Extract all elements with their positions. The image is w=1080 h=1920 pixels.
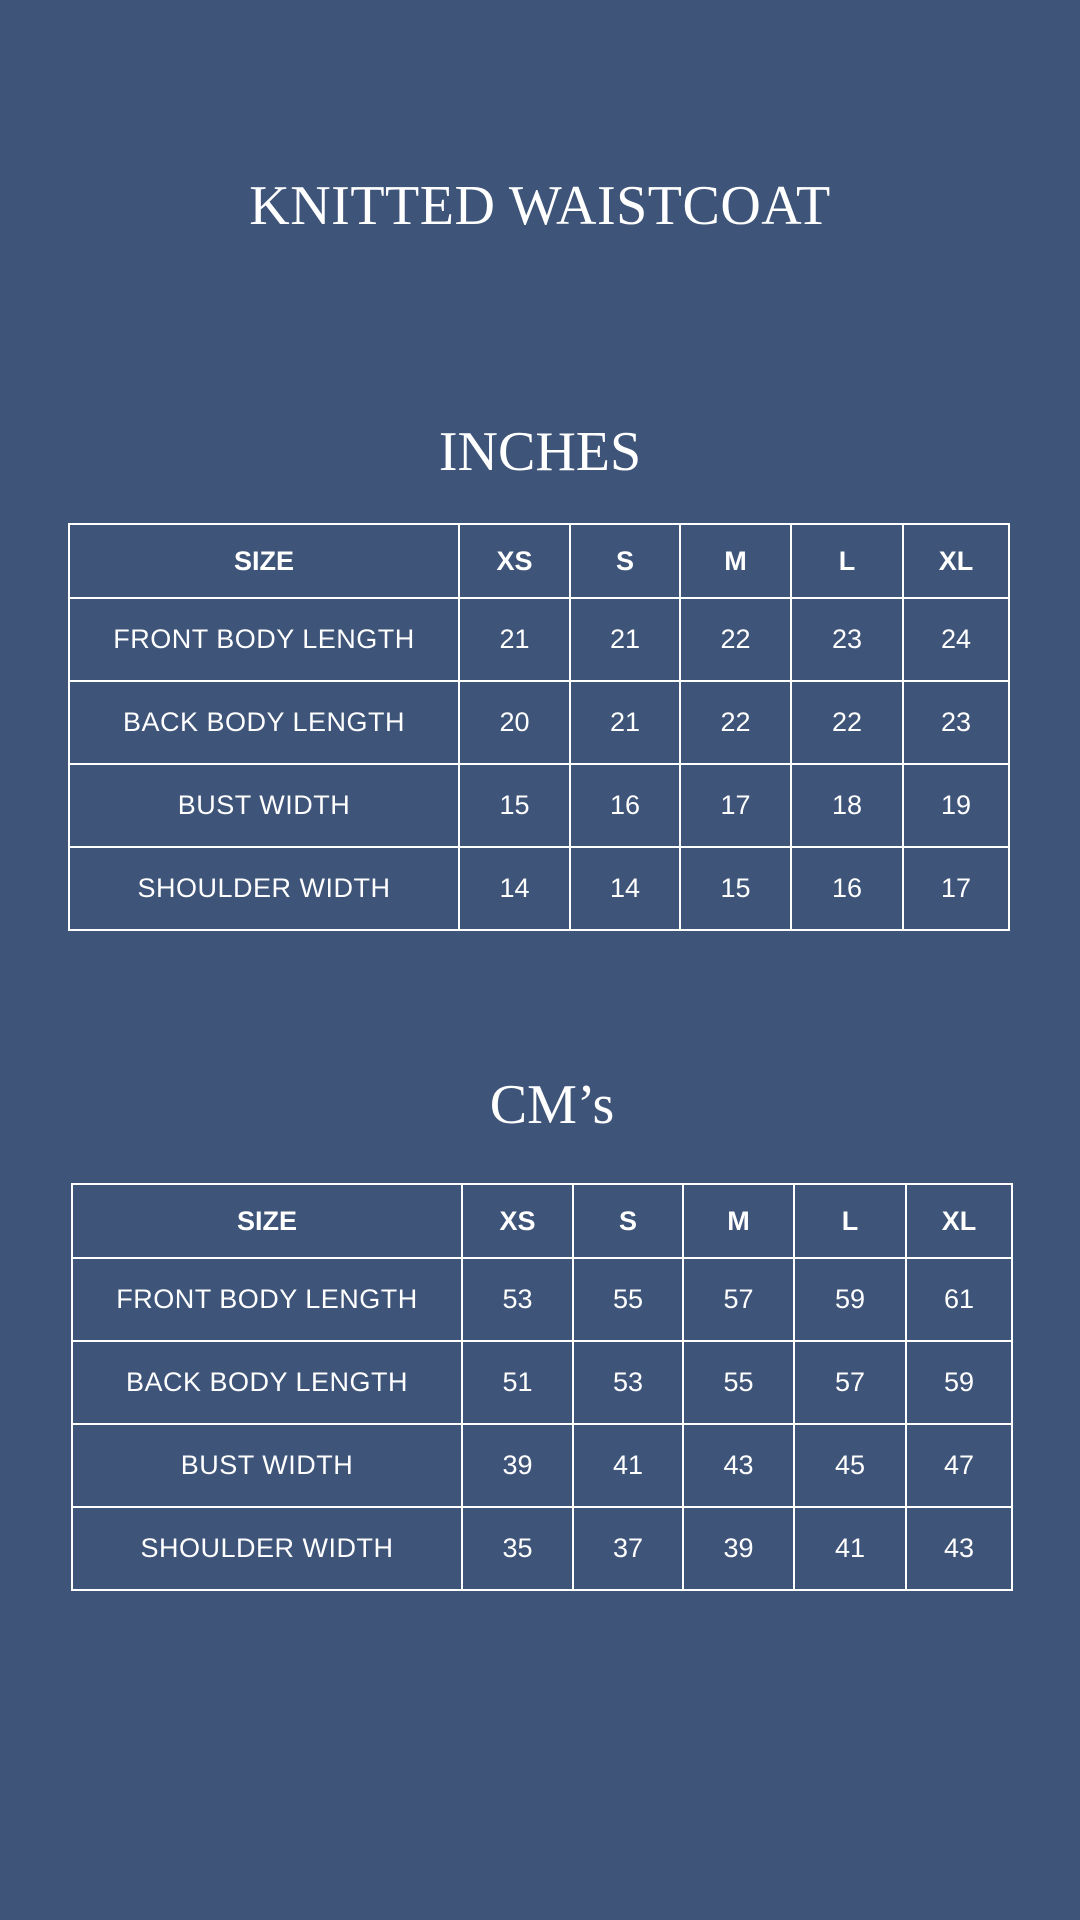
table-cell: 16 bbox=[570, 764, 680, 847]
table-cell: 14 bbox=[459, 847, 570, 930]
table-cell: 57 bbox=[794, 1341, 906, 1424]
table-cell: 59 bbox=[906, 1341, 1012, 1424]
row-label: BACK BODY LENGTH bbox=[69, 681, 459, 764]
table-cell: 43 bbox=[906, 1507, 1012, 1590]
table-cell: 22 bbox=[680, 598, 791, 681]
table-cell: 53 bbox=[462, 1258, 573, 1341]
table-cell: 16 bbox=[791, 847, 903, 930]
table-header-row bbox=[69, 524, 1009, 598]
table-cell: 57 bbox=[683, 1258, 794, 1341]
table-row bbox=[69, 681, 1009, 764]
header-cell-size: SIZE bbox=[69, 524, 459, 598]
inches-heading: INCHES bbox=[438, 421, 642, 483]
table-cell: 43 bbox=[683, 1424, 794, 1507]
table-header-row bbox=[72, 1184, 1012, 1258]
header-cell-m: M bbox=[683, 1184, 794, 1258]
table-cell: 17 bbox=[903, 847, 1009, 930]
table-cell: 55 bbox=[573, 1258, 683, 1341]
table-cell: 18 bbox=[791, 764, 903, 847]
table-cell: 24 bbox=[903, 598, 1009, 681]
table-cell: 23 bbox=[791, 598, 903, 681]
table-cell: 41 bbox=[573, 1424, 683, 1507]
header-cell-xl: XL bbox=[903, 524, 1009, 598]
cms-size-table bbox=[71, 1183, 1013, 1591]
table-row bbox=[72, 1424, 1012, 1507]
table-cell: 17 bbox=[680, 764, 791, 847]
table-cell: 35 bbox=[462, 1507, 573, 1590]
table-cell: 19 bbox=[903, 764, 1009, 847]
table-cell: 53 bbox=[573, 1341, 683, 1424]
table-cell: 47 bbox=[906, 1424, 1012, 1507]
table-cell: 39 bbox=[683, 1507, 794, 1590]
row-label: BUST WIDTH bbox=[72, 1424, 462, 1507]
table-cell: 39 bbox=[462, 1424, 573, 1507]
header-cell-s: S bbox=[573, 1184, 683, 1258]
header-cell-l: L bbox=[791, 524, 903, 598]
table-cell: 59 bbox=[794, 1258, 906, 1341]
table-cell: 22 bbox=[791, 681, 903, 764]
table-row bbox=[69, 847, 1009, 930]
header-cell-xl: XL bbox=[906, 1184, 1012, 1258]
inches-size-table bbox=[68, 523, 1010, 931]
table-cell: 21 bbox=[570, 681, 680, 764]
header-cell-xs: XS bbox=[459, 524, 570, 598]
table-cell: 61 bbox=[906, 1258, 1012, 1341]
table-row bbox=[69, 764, 1009, 847]
table-cell: 15 bbox=[459, 764, 570, 847]
table-cell: 21 bbox=[459, 598, 570, 681]
table-row bbox=[72, 1341, 1012, 1424]
header-cell-l: L bbox=[794, 1184, 906, 1258]
page-title: KNITTED WAISTCOAT bbox=[249, 175, 831, 237]
table-cell: 55 bbox=[683, 1341, 794, 1424]
header-cell-size: SIZE bbox=[72, 1184, 462, 1258]
table-row bbox=[72, 1507, 1012, 1590]
header-cell-m: M bbox=[680, 524, 791, 598]
table-cell: 14 bbox=[570, 847, 680, 930]
table-cell: 51 bbox=[462, 1341, 573, 1424]
table-row bbox=[69, 598, 1009, 681]
row-label: SHOULDER WIDTH bbox=[72, 1507, 462, 1590]
table-cell: 21 bbox=[570, 598, 680, 681]
table-cell: 22 bbox=[680, 681, 791, 764]
row-label: FRONT BODY LENGTH bbox=[69, 598, 459, 681]
table-cell: 45 bbox=[794, 1424, 906, 1507]
row-label: BACK BODY LENGTH bbox=[72, 1341, 462, 1424]
table-cell: 15 bbox=[680, 847, 791, 930]
header-cell-xs: XS bbox=[462, 1184, 573, 1258]
table-cell: 20 bbox=[459, 681, 570, 764]
table-cell: 23 bbox=[903, 681, 1009, 764]
row-label: BUST WIDTH bbox=[69, 764, 459, 847]
table-row bbox=[72, 1258, 1012, 1341]
header-cell-s: S bbox=[570, 524, 680, 598]
table-cell: 41 bbox=[794, 1507, 906, 1590]
cms-heading: CM’s bbox=[489, 1074, 615, 1136]
row-label: SHOULDER WIDTH bbox=[69, 847, 459, 930]
table-cell: 37 bbox=[573, 1507, 683, 1590]
row-label: FRONT BODY LENGTH bbox=[72, 1258, 462, 1341]
